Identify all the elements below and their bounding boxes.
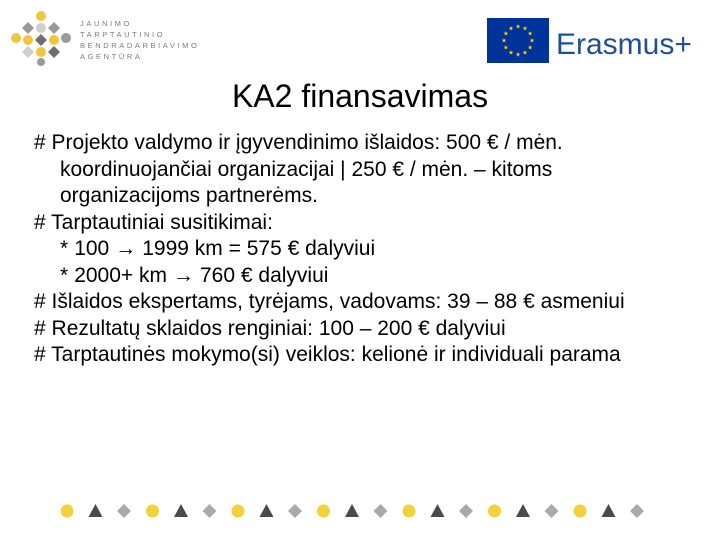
- footer-pattern: [58, 502, 668, 520]
- logo-dot: [36, 23, 46, 33]
- bullet-marker: #: [34, 210, 46, 234]
- footer-triangle-icon: [174, 504, 188, 517]
- logo-diamond: [48, 46, 60, 58]
- erasmus-plus-logo: Erasmus+: [556, 28, 692, 61]
- footer-diamond-icon: [459, 504, 473, 518]
- footer-diamond-icon: [374, 504, 388, 518]
- logo-dot: [61, 33, 71, 43]
- sub-item: [34, 236, 694, 263]
- sub-to: 1999 km = 575 € dalyviui: [142, 237, 376, 260]
- bullet-item: [34, 342, 694, 369]
- bullet-item: [34, 289, 694, 316]
- logo-diamond: [22, 46, 34, 58]
- logo-dot: [37, 58, 45, 66]
- bullet-text: Tarptautiniai susitikimai:: [51, 210, 273, 234]
- logo-dot: [49, 35, 59, 45]
- footer-triangle-icon: [516, 504, 530, 517]
- sub-from: 100: [74, 237, 110, 260]
- bullet-item: [34, 210, 694, 237]
- agency-line: JAUNIMO: [80, 19, 132, 28]
- bullet-marker: #: [34, 316, 46, 340]
- logo-diamond: [48, 22, 60, 34]
- bullet-item: [34, 130, 694, 210]
- bullet-text: Projekto valdymo ir įgyvendinimo išlaidos: 500 € / mėn. koordinuojančiai organizacijai | 250 € / mėn. – kitoms organizacijoms partnerėms.: [51, 131, 563, 207]
- agency-line: BENDRADARBIAVIMO: [80, 41, 200, 50]
- bullet-marker: #: [34, 290, 46, 313]
- logo-dot: [36, 47, 46, 57]
- footer-circle-icon: [232, 505, 245, 518]
- arrow-right-icon: →: [173, 263, 194, 287]
- footer-diamond-icon: [288, 504, 302, 518]
- footer-circle-icon: [403, 505, 416, 518]
- agency-name: [80, 18, 199, 62]
- logo-dot: [11, 33, 21, 43]
- sub-from: 2000+ km: [74, 263, 167, 287]
- sub-item: [34, 263, 694, 290]
- agency-line: TARPTAUTINIO: [80, 30, 166, 39]
- footer-diamond-icon: [630, 504, 644, 518]
- footer-triangle-icon: [431, 504, 445, 517]
- slide-title: KA2 finansavimas: [231, 78, 489, 114]
- footer-triangle-icon: [260, 504, 274, 517]
- agency-line: AGENTŪRA: [80, 52, 143, 61]
- footer-circle-icon: [488, 505, 501, 518]
- footer-diamond-icon: [117, 504, 131, 518]
- bullet-text: Tarptautinės mokymo(si) veiklos: kelionė ir individuali parama: [51, 343, 621, 366]
- footer-triangle-icon: [345, 504, 359, 517]
- footer-diamond-icon: [545, 504, 559, 518]
- footer-triangle-icon: [89, 504, 103, 517]
- slide-body: [34, 130, 694, 369]
- logo-diamond: [35, 34, 47, 46]
- bullet-marker: #: [34, 343, 46, 366]
- agency-logo-mark: [8, 10, 78, 66]
- bullet-text: Rezultatų sklaidos renginiai: 100 – 200 € dalyviui: [51, 316, 506, 340]
- footer-diamond-icon: [203, 504, 217, 518]
- bullet-text: Išlaidos ekspertams, tyrėjams, vadovams: 39 – 88 € asmeniui: [51, 290, 625, 313]
- footer-circle-icon: [574, 505, 587, 518]
- logo-dot: [23, 35, 33, 45]
- logo-dot: [36, 11, 46, 21]
- bullet-item: [34, 316, 694, 343]
- footer-circle-icon: [61, 505, 74, 518]
- bullet-marker: #: [34, 131, 46, 154]
- footer-triangle-icon: [602, 504, 616, 517]
- footer-circle-icon: [317, 505, 330, 518]
- sub-to: 760 € dalyviui: [200, 263, 329, 287]
- sub-marker: *: [60, 263, 69, 287]
- logo-diamond: [22, 22, 34, 34]
- sub-marker: *: [60, 237, 69, 260]
- footer-circle-icon: [146, 505, 159, 518]
- eu-flag-icon: [487, 18, 549, 63]
- arrow-right-icon: →: [115, 237, 137, 260]
